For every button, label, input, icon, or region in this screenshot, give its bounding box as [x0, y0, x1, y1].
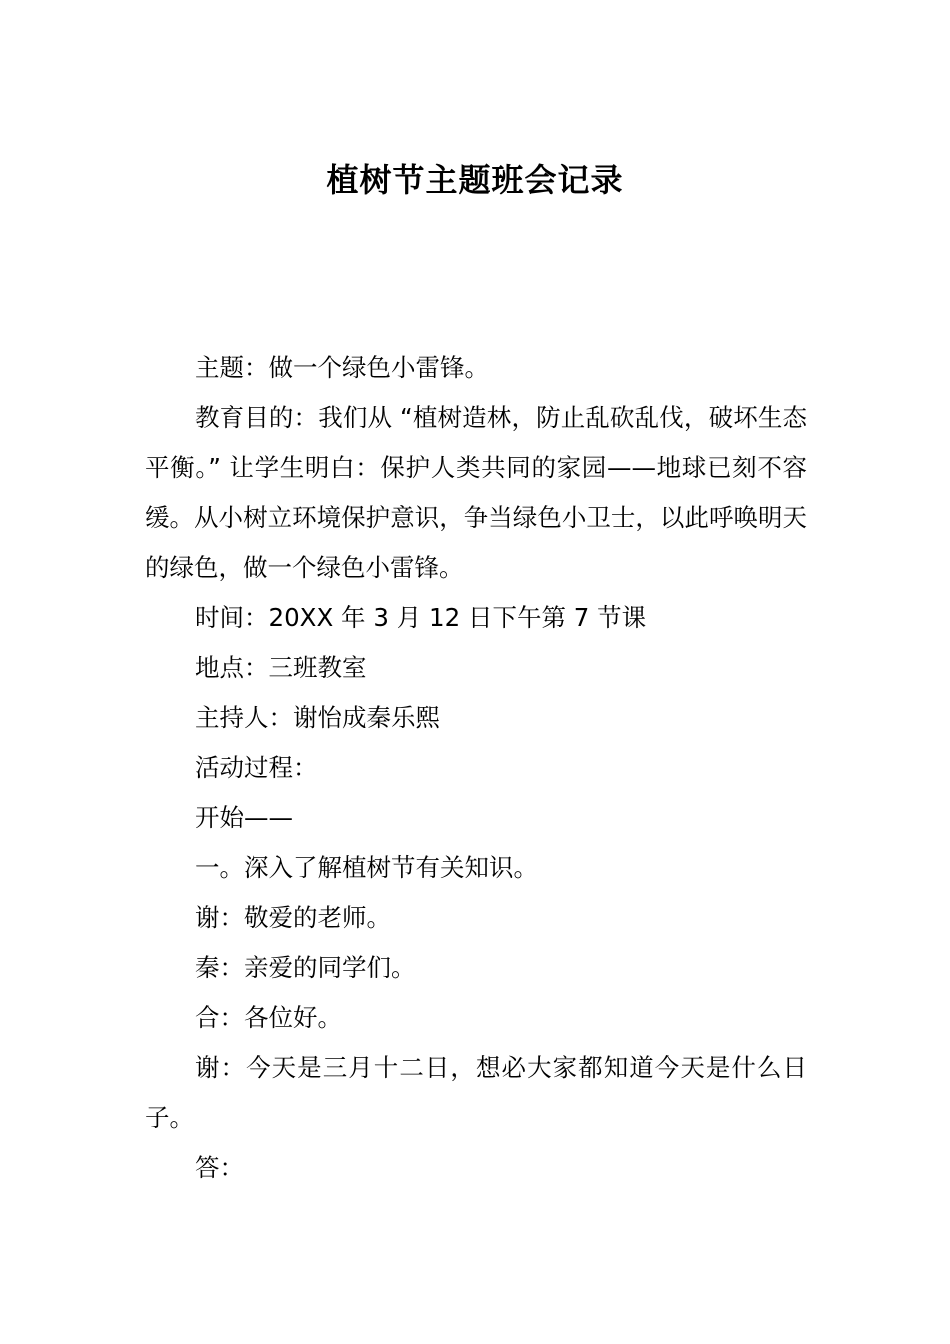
dialogue-line: 答： [195, 1153, 244, 1182]
paragraph-hosts: 主持人：谢怡成秦乐熙 [195, 703, 440, 732]
document-title: 植树节主题班会记录 [326, 161, 624, 199]
paragraph-section-one: 一。深入了解植树节有关知识。 [195, 853, 538, 882]
dialogue-line: 合：各位好。 [195, 1003, 342, 1032]
paragraph-education-goal: 教育目的：我们从 “植树造林，防止乱砍乱伐，破坏生态平衡。” 让学生明白：保护人类共同的家园——地球已刻不容缓。从小树立环境保护意识，争当绿色小卫士，以此呼唤明天的绿色，做一个绿色小雷锋。 [145, 403, 807, 582]
paragraph-activity-process: 活动过程： [195, 753, 318, 782]
paragraph-time: 时间：20XX 年 3 月 12 日下午第 7 节课 [195, 603, 647, 632]
paragraph-start: 开始—— [195, 803, 293, 832]
dialogue-line: 谢：敬爱的老师。 [195, 903, 391, 932]
paragraph-location: 地点：三班教室 [195, 653, 367, 682]
document-body [145, 343, 807, 1193]
dialogue-line: 秦：亲爱的同学们。 [195, 953, 416, 982]
paragraph-theme: 主题：做一个绿色小雷锋。 [195, 353, 489, 382]
dialogue-line: 谢：今天是三月十二日，想必大家都知道今天是什么日子。 [145, 1053, 807, 1132]
